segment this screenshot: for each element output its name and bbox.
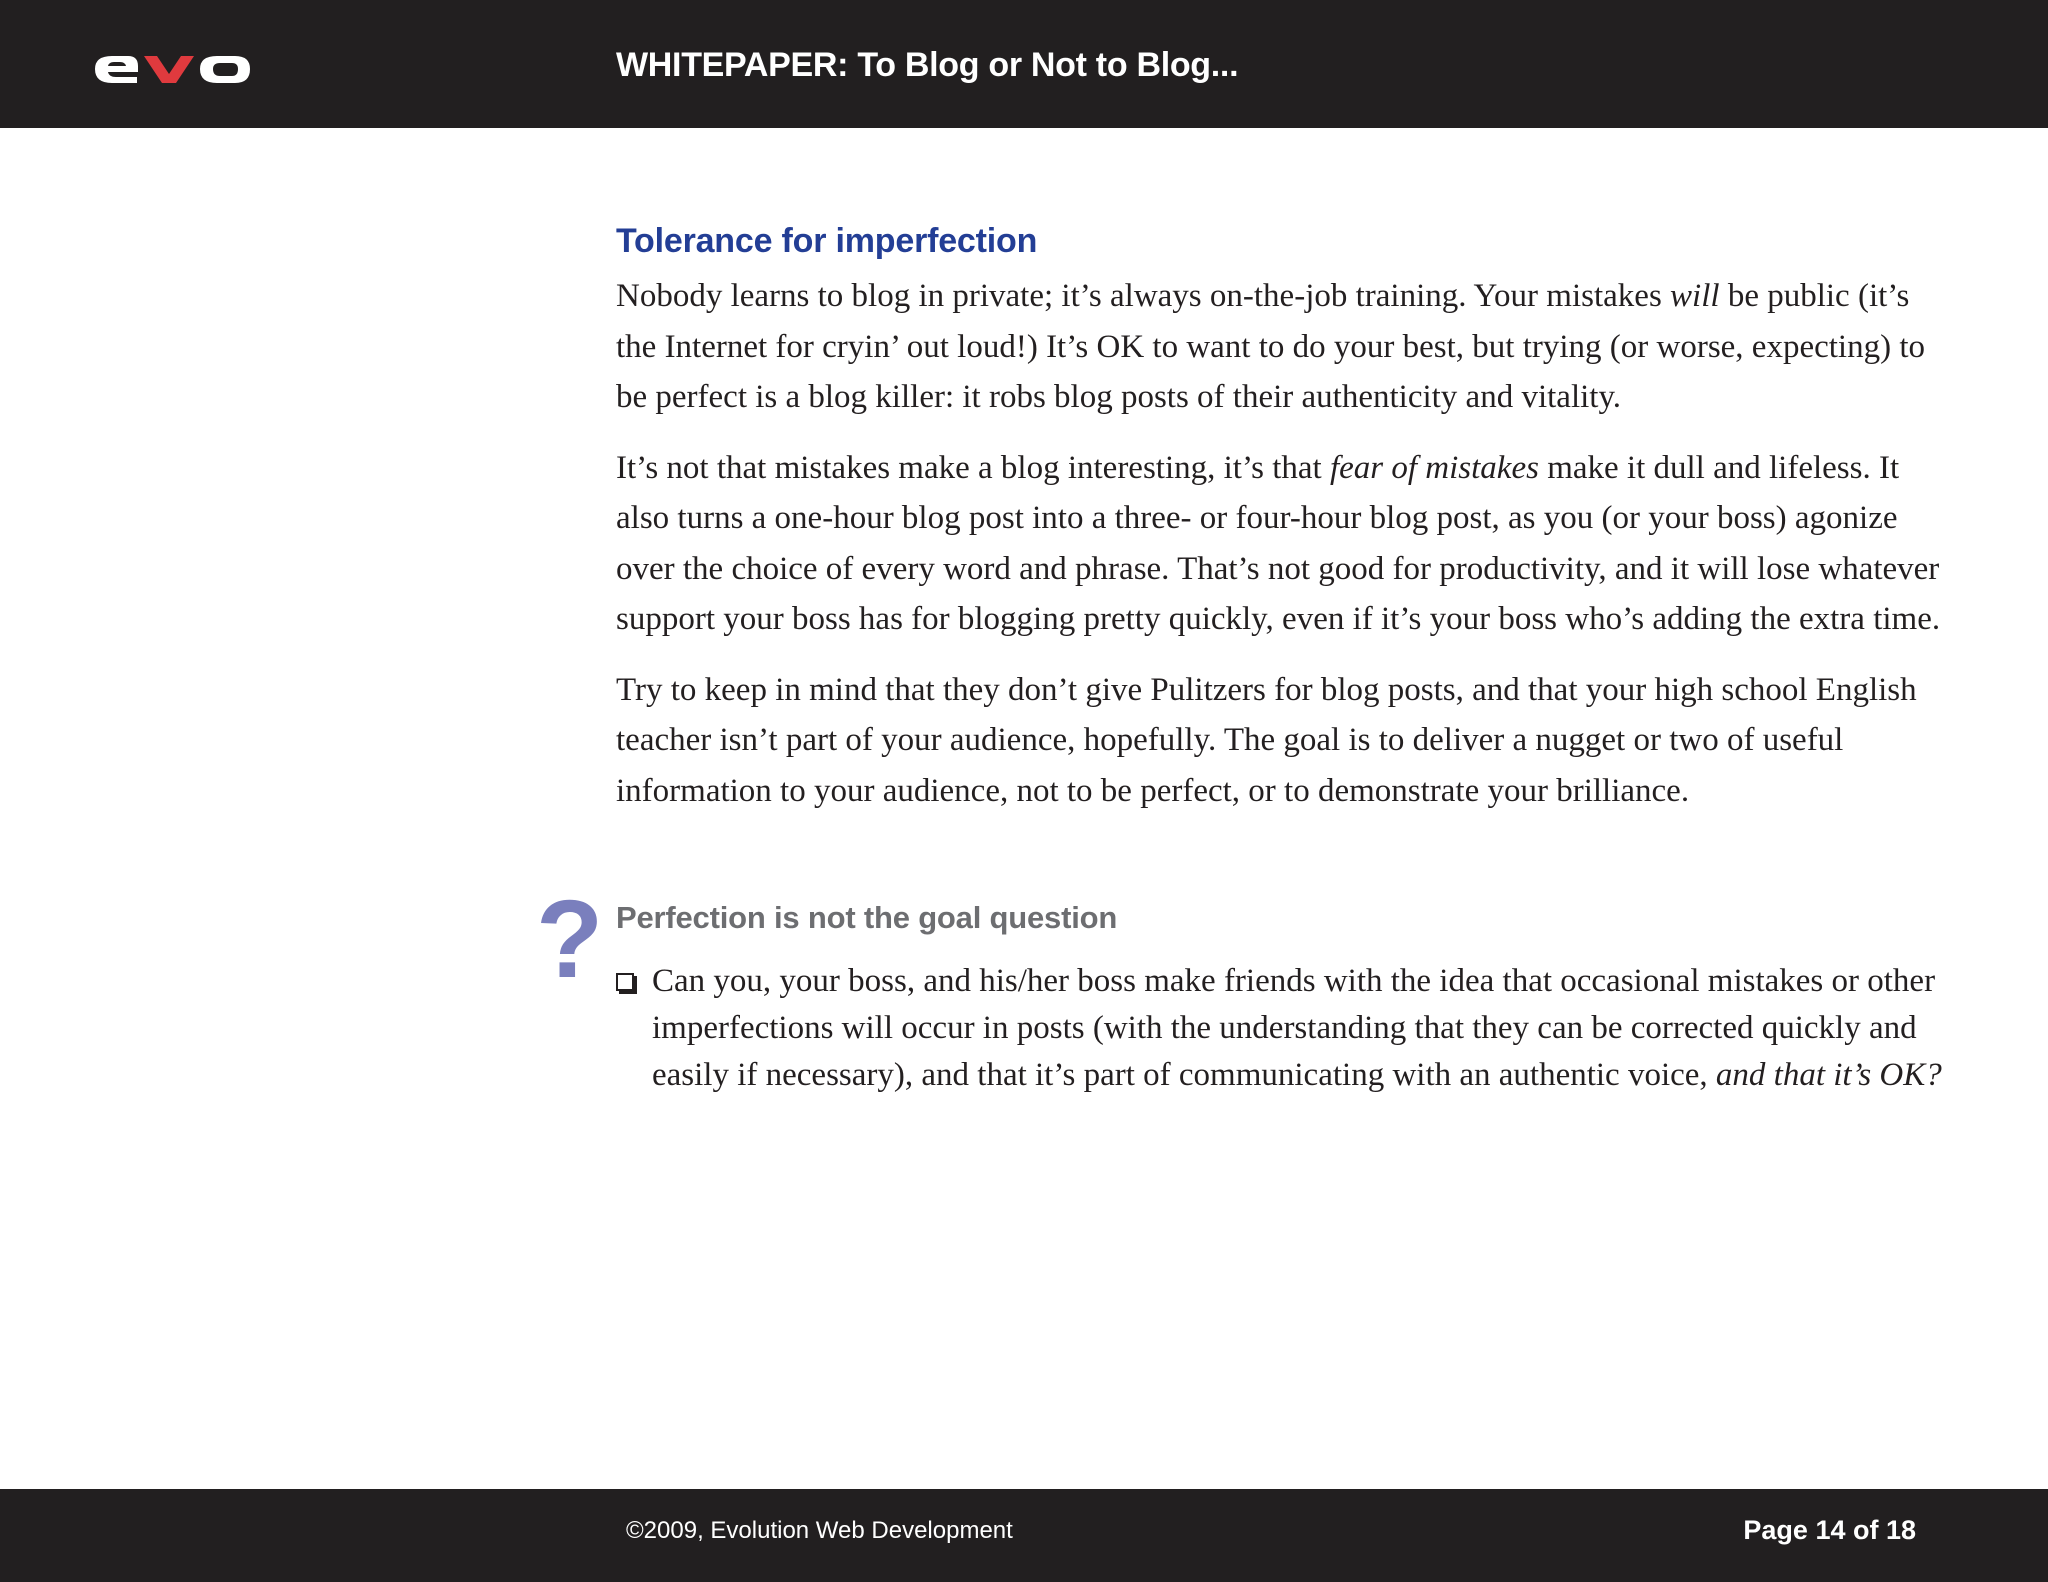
checklist-item-text: Can you, your boss, and his/her boss make friends with the idea that occasional mistakes or other imperfections will occur in posts (with the understanding that they can be corrected quickly and easily if necessary), and that it’s part of communicating with an authentic voice, and that it’s OK? <box>652 963 1942 1093</box>
copyright-text: ©2009, Evolution Web Development <box>626 1517 1013 1544</box>
paragraph-1: Nobody learns to blog in private; it’s always on-the-job training. Your mistakes will be public (it’s the Internet for cryin’ out loud!) It’s OK to want to do your best, but trying (or worse, expecting) to be perfect is a blog killer: it robs blog posts of their authenticity and vitality. <box>616 278 1925 415</box>
document-title: WHITEPAPER: To Blog or Not to Blog... <box>616 46 1239 84</box>
checklist-item <box>616 958 1942 1099</box>
question-mark-icon: ? <box>536 878 604 1001</box>
evo-logo <box>90 52 254 86</box>
checklist <box>616 958 1942 1099</box>
paragraph-3: Try to keep in mind that they don’t give Pulitzers for blog posts, and that your high school English teacher isn’t part of your audience, hopefully. The goal is to deliver a nugget or two of useful information to your audience, not to be perfect, or to demonstrate your brilliance. <box>616 671 1917 809</box>
paragraph-2: It’s not that mistakes make a blog interesting, it’s that fear of mistakes make it dull and lifeless. It also turns a one-hour blog post into a three- or four-hour blog post, as you (or your boss) agonize over the choice of every word and phrase. That’s not good for productivity, and it will lose whatever support your boss has for blogging pretty quickly, even if it’s your boss who’s adding the extra time. <box>616 449 1941 637</box>
section-heading: Tolerance for imperfection <box>616 222 1038 260</box>
question-heading: Perfection is not the goal question <box>616 900 1118 935</box>
footer-bar <box>0 1489 2048 1582</box>
main-content <box>616 214 1941 836</box>
header-bar <box>0 0 2048 128</box>
checkbox-icon <box>616 958 652 1099</box>
page-number: Page 14 of 18 <box>1743 1515 1916 1545</box>
